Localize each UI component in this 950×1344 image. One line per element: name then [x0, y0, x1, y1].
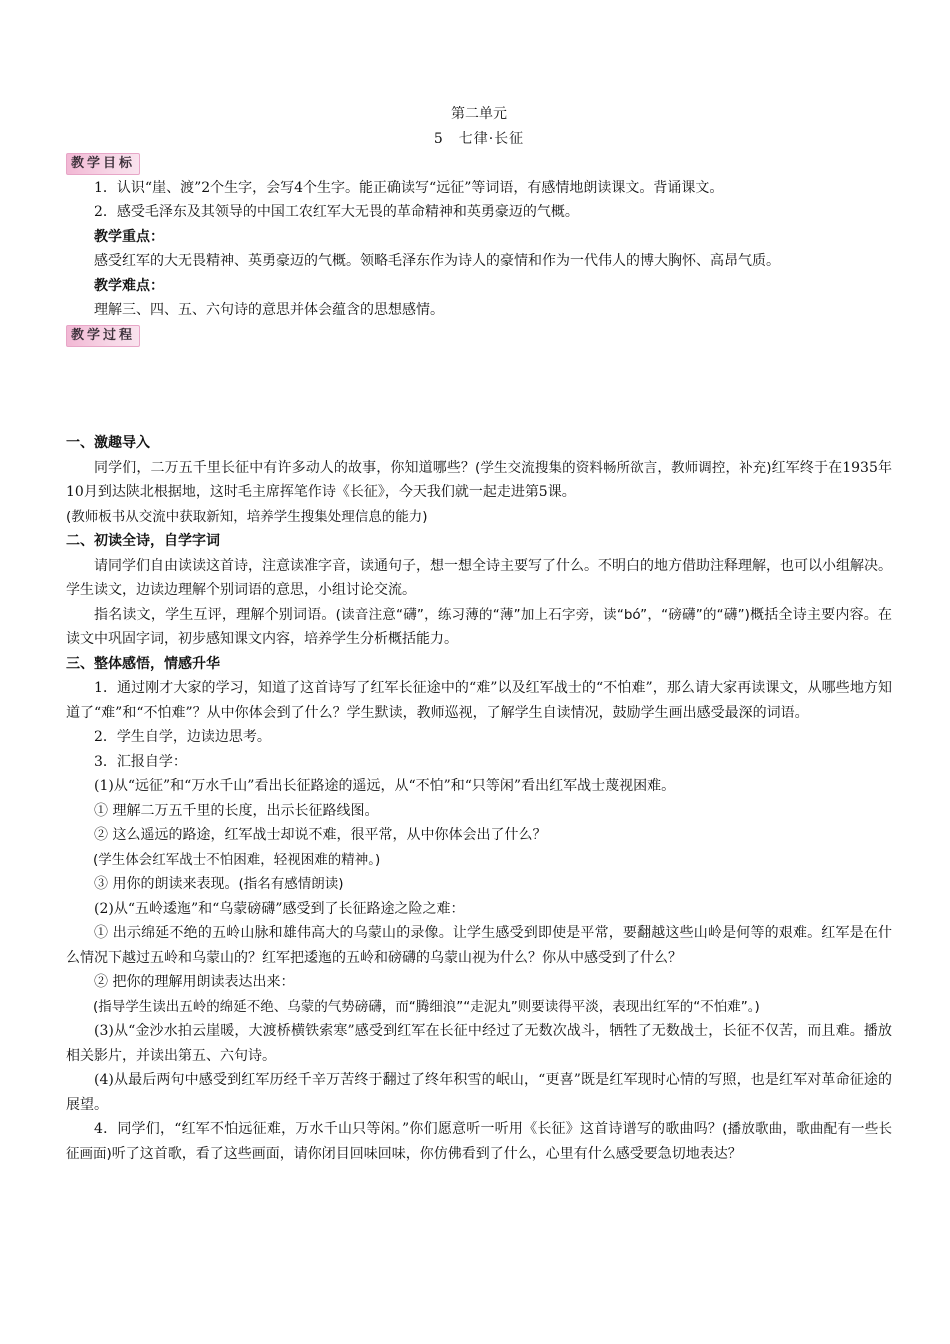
- section-1-note: (教师板书从交流中获取新知，培养学生搜集处理信息的能力): [66, 508, 428, 525]
- goal-item-1: 1．认识“崖、渡”2个生字，会写4个生字。能正确读写“远征”等词语，有感情地朗读课文。背诵课文。: [94, 179, 724, 196]
- section-3-sub-1-c: ③ 用你的朗读来表现。(指名有感情朗读): [94, 876, 344, 892]
- section-1-paragraph: 同学们，二万五千里长征中有许多动人的故事，你知道哪些？(学生交流搜集的资料畅所欲言，教师调控，补充)红军终于在1935年10月到达陕北根据地，这时毛主席挥笔作诗《长征》，今天我们就一起走进第5课。: [66, 459, 892, 500]
- teaching-goals-tag: 教学目标: [66, 153, 140, 175]
- document-content: [66, 102, 892, 1166]
- section-3-title: 三、整体感悟，情感升华: [66, 655, 220, 672]
- section-3-item-2: 2．学生自学，边读边思考。: [94, 729, 271, 745]
- section-3-item-3: 3．汇报自学：: [94, 753, 187, 770]
- key-points-label: 教学重点：: [94, 228, 164, 245]
- goal-item-2: 2．感受毛泽东及其领导的中国工农红军大无畏的革命精神和英勇豪迈的气概。: [94, 204, 579, 220]
- section-2-title: 二、初读全诗，自学字词: [66, 533, 220, 549]
- unit-title: 第二单元: [451, 106, 507, 122]
- section-3-sub-1-note: (学生体会红军战士不怕困难，轻视困难的精神。): [93, 851, 381, 868]
- section-3-item-1: 1．通过刚才大家的学习，知道了这首诗写了红军长征途中的“难”以及红军战士的“不怕难”，那么请大家再读课文，从哪些地方知道了“难”和“不怕难”？从中你体会到了什么？学生默读，教师巡视，了解学生自读情况，鼓励学生画出感受最深的词语。: [66, 680, 892, 721]
- section-3-sub-1: (1)从“远征”和“万水千山”看出长征路途的遥远，从“不怕”和“只等闲”看出红军战士蔑视困难。: [94, 778, 676, 794]
- section-1-title: 一、激趣导入: [66, 435, 150, 451]
- section-3-sub-1-a: ① 理解二万五千里的长度，出示长征路线图。: [94, 802, 379, 819]
- section-2-paragraph-2: 指名读文，学生互评，理解个别词语。(读音注意“礴”，练习薄的“薄”加上石字旁，读“bó”，“磅礴”的“礴”)概括全诗主要内容。在读文中巩固字词，初步感知课文内容，培养学生分析概括能力。: [66, 606, 893, 647]
- section-3-item-4: 4．同学们，“红军不怕远征难，万水千山只等闲。”你们愿意听一听用《长征》这首诗谱写的歌曲吗？(播放歌曲，歌曲配有一些长征画面)听了这首歌，看了这些画面，请你闭目回味回味，你仿佛看到了什么，心里有什么感受要急切地表达？: [66, 1121, 892, 1162]
- section-3-sub-2-a: ① 出示绵延不绝的五岭山脉和雄伟高大的乌蒙山的录像。让学生感受到即使是平常，要翻越这些山岭是何等的艰难。红军是在什么情况下越过五岭和乌蒙山的？红军把逶迤的五岭和磅礴的乌蒙山视为什么？你从中感受到了什么？: [66, 925, 892, 966]
- section-3-sub-1-b: ② 这么遥远的路途，红军战士却说不难，很平常，从中你体会出了什么？: [94, 827, 547, 843]
- section-2-paragraph-1: 请同学们自由读读这首诗，注意读准字音，读通句子，想一想全诗主要写了什么。不明白的地方借助注释理解，也可以小组解决。学生读文，边读边理解个别词语的意思，小组讨论交流。: [66, 557, 892, 598]
- lesson-title: 5 七律·长征: [433, 130, 525, 147]
- section-3-sub-2: (2)从“五岭逶迤”和“乌蒙磅礴”感受到了长征路途之险之难：: [94, 900, 465, 917]
- blank-space: [66, 347, 892, 431]
- key-points-text: 感受红军的大无畏精神、英勇豪迈的气概。领略毛泽东作为诗人的豪情和作为一代伟人的博大胸怀、高昂气质。: [94, 253, 780, 269]
- difficulty-label: 教学难点：: [94, 277, 164, 294]
- section-3-sub-2-b: ② 把你的理解用朗读表达出来：: [94, 974, 295, 990]
- teaching-process-tag: 教学过程: [66, 325, 140, 347]
- difficulty-text: 理解三、四、五、六句诗的意思并体会蕴含的思想感情。: [94, 302, 444, 318]
- section-3-sub-4: (4)从最后两句中感受到红军历经千辛万苦终于翻过了终年积雪的岷山，“更喜”既是红军现时心情的写照，也是红军对革命征途的展望。: [66, 1072, 892, 1113]
- section-3-sub-3: (3)从“金沙水拍云崖暖，大渡桥横铁索寒”感受到红军在长征中经过了无数次战斗，牺牲了无数战士，长征不仅苦，而且难。播放相关影片，并读出第五、六句诗。: [66, 1023, 892, 1064]
- section-3-sub-2-note: (指导学生读出五岭的绵延不绝、乌蒙的气势磅礴，而“腾细浪”“走泥丸”则要读得平淡，表现出红军的“不怕难”。): [93, 998, 760, 1015]
